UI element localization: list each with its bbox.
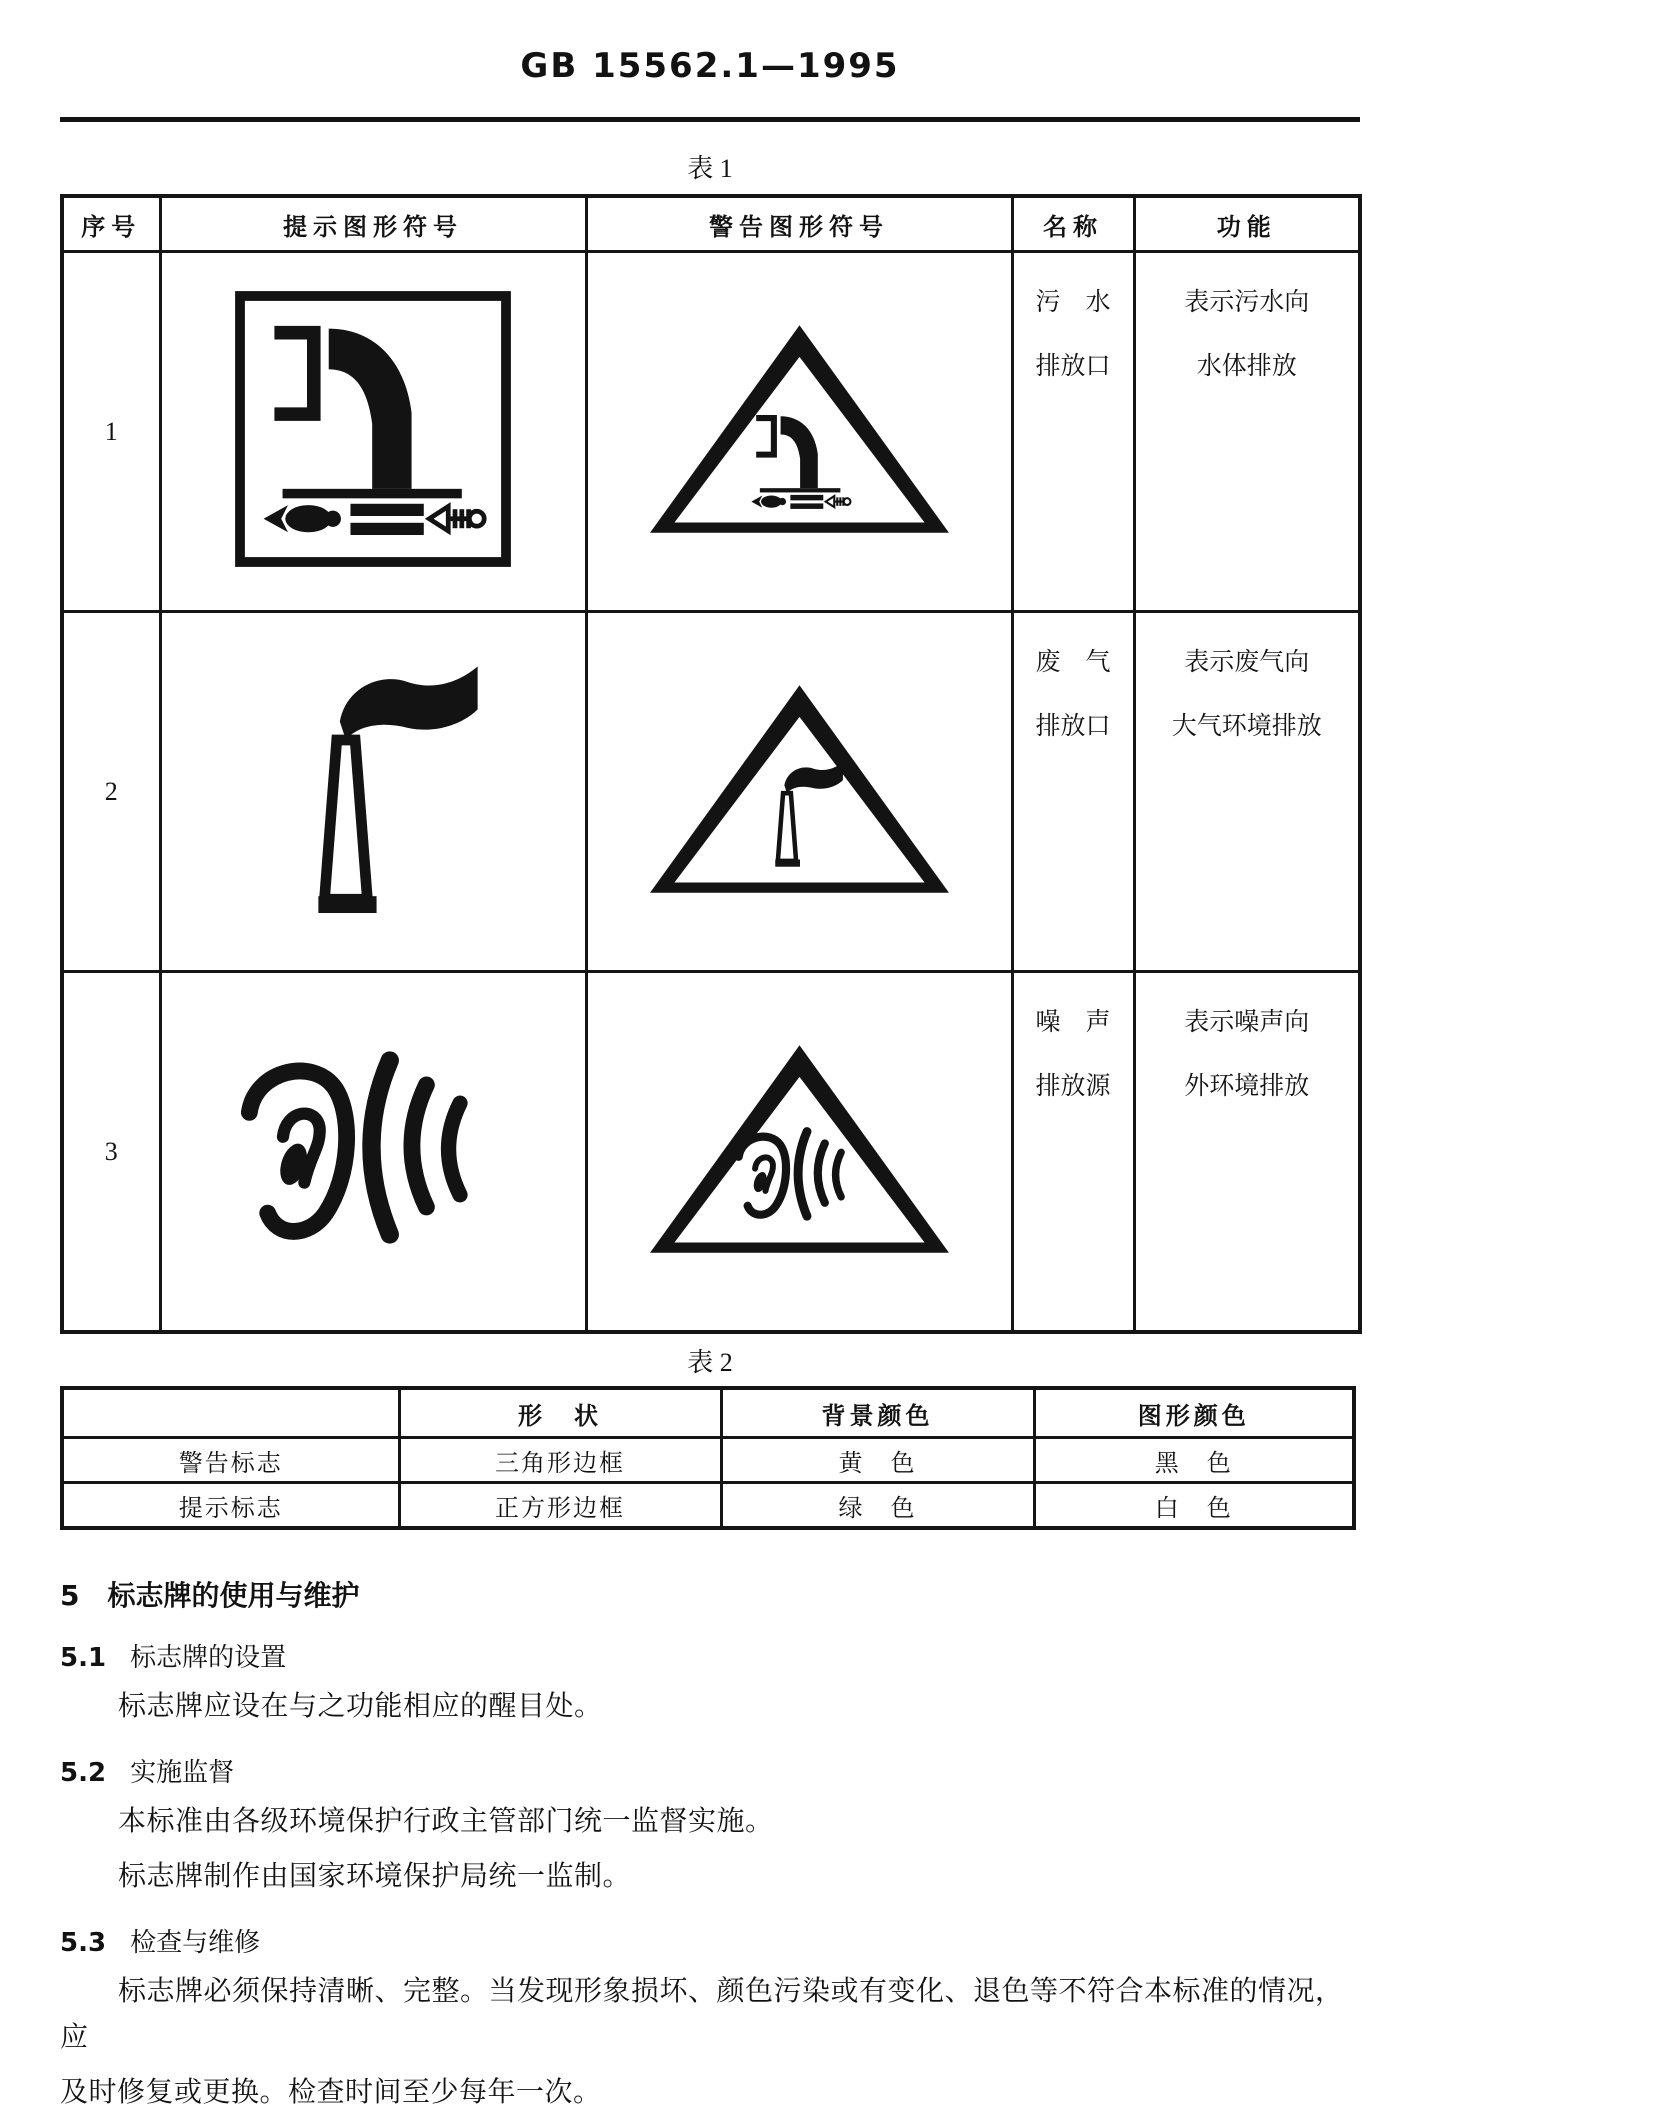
- table-row: [62, 1483, 1354, 1529]
- subsection-5-2-title: [60, 1756, 1360, 1790]
- row3-function-line2: 外环境排放: [1184, 1073, 1310, 1100]
- row1-name-line1: 污 水: [1035, 289, 1111, 316]
- subsection-5-1-label: 标志牌的设置: [130, 1643, 287, 1672]
- table-row: [62, 612, 1360, 972]
- row1-function-line2: 水体排放: [1196, 353, 1297, 380]
- t2-r2-label: 提示标志: [62, 1483, 399, 1529]
- paragraph-continuation: 及时修复或更换。检查时间至少每年一次。: [60, 2077, 602, 2108]
- table1-header-prompt-symbol: 提示图形符号: [160, 196, 586, 252]
- subsection-5-3-title: [60, 1926, 1360, 1960]
- t2-r1-label: 警告标志: [62, 1438, 399, 1483]
- exhaust-gas-warning-triangle-icon: [647, 682, 952, 896]
- t2-r1-bg: 黄 色: [721, 1438, 1034, 1483]
- table1-header-function: 功能: [1134, 196, 1360, 252]
- table1-header-row: [62, 196, 1360, 252]
- section5-number: 5: [60, 1579, 80, 1612]
- row1-function-line1: 表示污水向: [1184, 289, 1310, 316]
- subsection-5-3-number: 5.3: [60, 1928, 107, 1958]
- table-row: [62, 1438, 1354, 1483]
- t2-r2-graphic: 白 色: [1034, 1483, 1354, 1529]
- exhaust-gas-chimney-icon: [251, 651, 496, 927]
- paragraph: 标志牌应设在与之功能相应的醒目处。: [118, 1691, 603, 1722]
- section5-heading: [60, 1578, 1360, 1615]
- paragraph: 本标准由各级环境保护行政主管部门统一监督实施。: [118, 1806, 774, 1837]
- table2-header-shape: 形 状: [399, 1388, 721, 1438]
- sewage-outfall-warning-triangle-icon: [647, 322, 952, 536]
- table1-header-warning-symbol: 警告图形符号: [586, 196, 1012, 252]
- table2-header-row: [62, 1388, 1354, 1438]
- table1-header-no: 序号: [62, 196, 160, 252]
- noise-ear-icon: [228, 1048, 518, 1250]
- table-row: [62, 972, 1360, 1333]
- noise-warning-triangle-icon: [647, 1042, 952, 1256]
- row2-number: 2: [62, 612, 160, 972]
- row2-name-line1: 废 气: [1035, 649, 1111, 676]
- subsection-5-1-title: [60, 1641, 1360, 1675]
- sewage-outfall-square-sign-icon: [233, 289, 513, 569]
- table1: [60, 194, 1362, 1334]
- subsection-5-2-label: 实施监督: [130, 1758, 235, 1787]
- t2-r2-bg: 绿 色: [721, 1483, 1034, 1529]
- table2-caption: 表 2: [687, 1348, 733, 1377]
- header-rule: [60, 117, 1360, 122]
- paragraph: 标志牌必须保持清晰、完整。当发现形象损坏、颜色污染或有变化、退色等不符合本标准的情况，应: [60, 1976, 1344, 2053]
- t2-r2-shape: 正方形边框: [399, 1483, 721, 1529]
- subsection-5-2-number: 5.2: [60, 1758, 107, 1788]
- row3-name-line2: 排放源: [1035, 1073, 1111, 1100]
- subsection-5-3-label: 检查与维修: [130, 1928, 261, 1957]
- table2: [60, 1386, 1356, 1530]
- table1-caption: 表 1: [687, 154, 733, 183]
- row1-name-line2: 排放口: [1035, 353, 1111, 380]
- row2-function-line1: 表示废气向: [1184, 649, 1310, 676]
- t2-r1-shape: 三角形边框: [399, 1438, 721, 1483]
- table2-header-graphic-color: 图形颜色: [1034, 1388, 1354, 1438]
- row2-name-line2: 排放口: [1035, 713, 1111, 740]
- row1-number: 1: [62, 252, 160, 612]
- subsection-5-1-number: 5.1: [60, 1643, 107, 1673]
- t2-r1-graphic: 黑 色: [1034, 1438, 1354, 1483]
- section5-title: 标志牌的使用与维护: [107, 1581, 360, 1612]
- table1-header-name: 名称: [1012, 196, 1134, 252]
- table2-header-blank: [62, 1388, 399, 1438]
- row2-function-line2: 大气环境排放: [1171, 713, 1322, 740]
- row3-function-line1: 表示噪声向: [1184, 1009, 1310, 1036]
- table-row: [62, 252, 1360, 612]
- page-content: [60, 0, 1360, 2113]
- row3-name-line1: 噪 声: [1035, 1009, 1111, 1036]
- paragraph: 标志牌制作由国家环境保护局统一监制。: [118, 1861, 632, 1892]
- standard-number: GB 15562.1—1995: [520, 46, 900, 86]
- table2-header-bg-color: 背景颜色: [721, 1388, 1034, 1438]
- row3-number: 3: [62, 972, 160, 1333]
